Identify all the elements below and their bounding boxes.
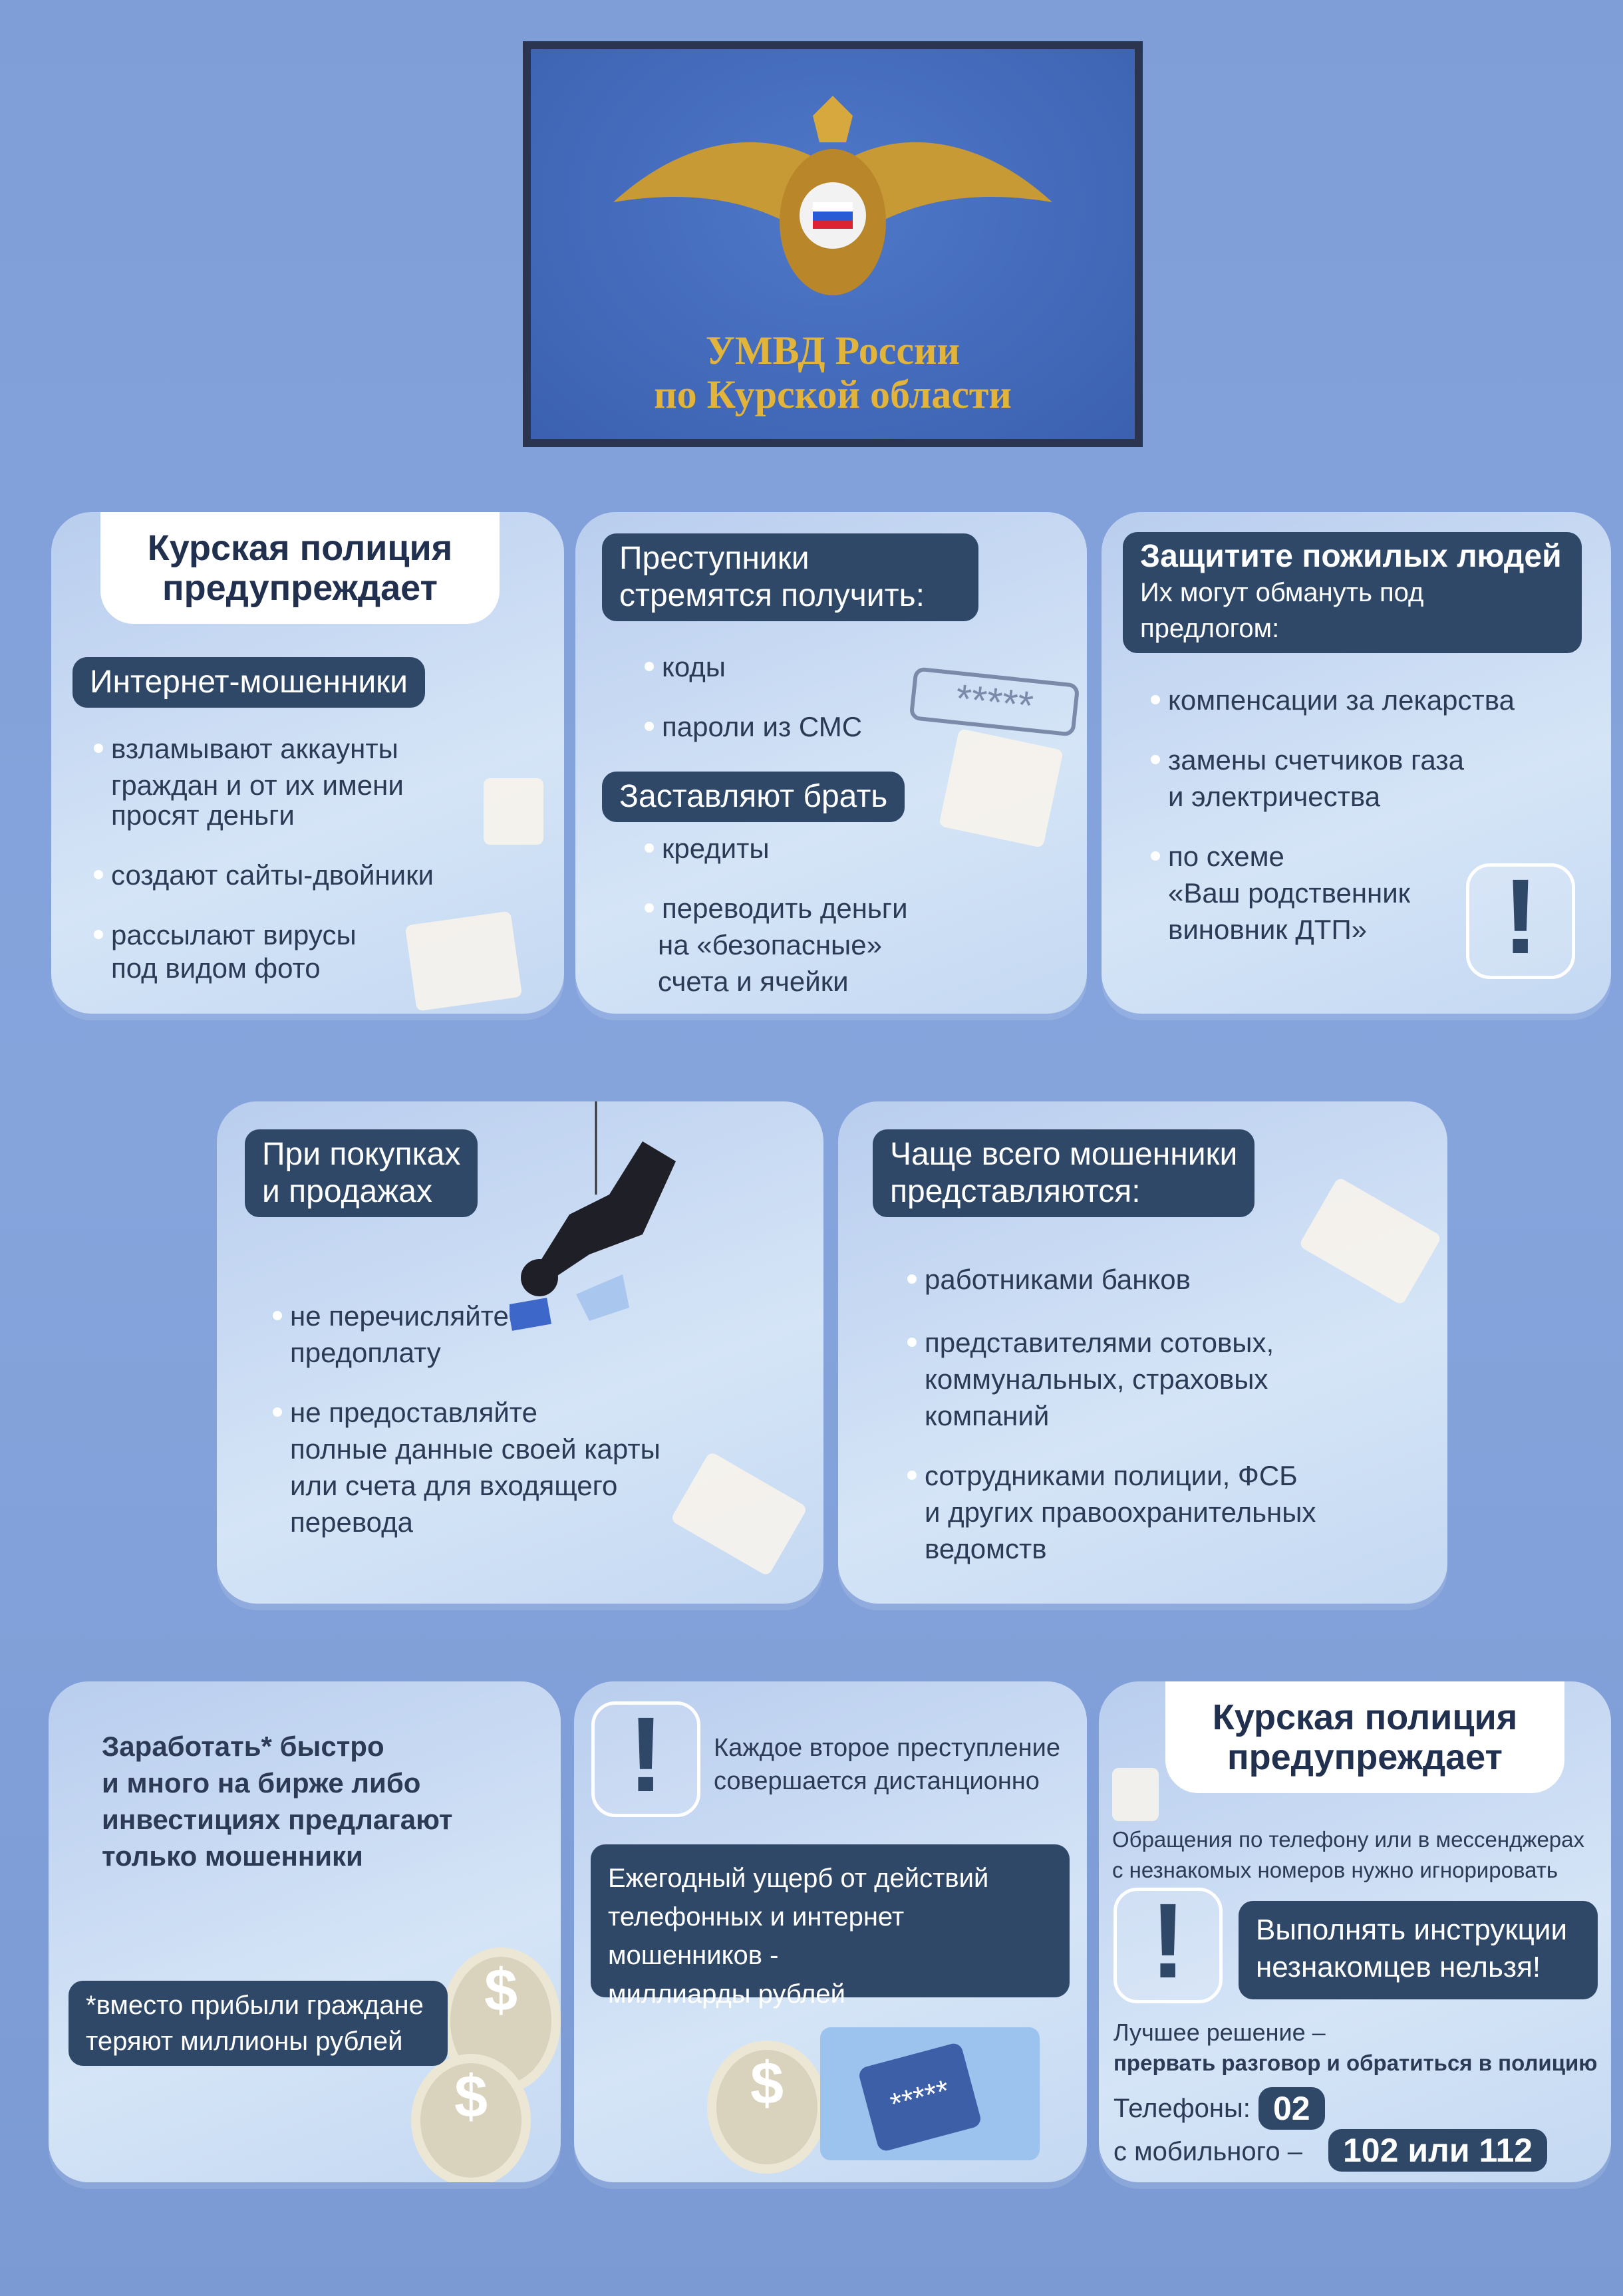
list-item: замены счетчиков газа — [1168, 742, 1464, 778]
card-title: Защитите пожилых людей — [1140, 539, 1562, 574]
card-police-warns — [1099, 1681, 1611, 2182]
pill-line: теряют миллионы рублей — [86, 2027, 403, 2056]
remote-crime-text — [714, 1731, 1060, 1798]
purchases-pill — [245, 1129, 478, 1217]
list-item-cont: счета и ячейки — [658, 966, 849, 997]
pill-line: стремятся получить: — [619, 578, 925, 613]
text-line: с незнакомых номеров нужно игнорировать — [1112, 1858, 1558, 1882]
list-item-cont: и электричества — [1168, 781, 1381, 812]
pill-line: При покупках — [262, 1137, 461, 1172]
open-padlock-icon: ***** — [857, 2042, 982, 2153]
internet-fraud-pill: Интернет-мошенники — [73, 657, 425, 708]
damage-box — [591, 1844, 1070, 2009]
list-item-cont: перевода — [290, 1507, 413, 1538]
card-criminals-want — [575, 512, 1087, 1014]
box-line: телефонных и интернет мошенников - — [608, 1902, 905, 1970]
coin-icon: $ — [441, 1947, 561, 2094]
card-investment-fraud — [49, 1681, 561, 2182]
list-item-cont: коммунальных, страховых — [925, 1363, 1268, 1395]
card-protect-elderly — [1102, 512, 1611, 1014]
pill-line: Чаще всего мошенники — [890, 1137, 1238, 1172]
list-item-cont: просят деньги — [111, 799, 295, 831]
card-purchases-sales — [217, 1101, 823, 1604]
emblem-header — [523, 41, 1143, 447]
badge-line: предупреждает — [1227, 1737, 1503, 1777]
list-item: создают сайты-двойники — [111, 857, 434, 893]
list-item: коды — [662, 648, 726, 685]
envelope-icon — [939, 728, 1064, 848]
coin-icon: $ — [707, 2041, 827, 2174]
badge-line: Курская полиция — [147, 528, 453, 568]
card-fraudster-pose-as — [838, 1101, 1447, 1604]
exclamation-icon: ! — [1466, 863, 1575, 979]
list-item-cont: или счета для входящего — [290, 1470, 618, 1501]
pill-line: *вместо прибыли граждане — [86, 1991, 424, 2020]
badge-line: Курская полиция — [1212, 1697, 1518, 1737]
list-item: переводить деньги — [662, 890, 908, 927]
list-item-cont: полные данные своей карты — [290, 1433, 661, 1465]
list-item: компенсации за лекарства — [1168, 682, 1515, 718]
list-item-cont: виновник ДТП» — [1168, 914, 1367, 945]
phones-label: Телефоны: — [1113, 2094, 1251, 2123]
list-item: пароли из СМС — [662, 708, 862, 745]
password-field-icon: ***** — [909, 666, 1080, 737]
dont-follow-pill — [1239, 1901, 1598, 1999]
text-line: Обращения по телефону или в мессенджерах — [1112, 1827, 1584, 1852]
hacker-illustration — [510, 1101, 722, 1381]
badge-line: предупреждает — [162, 568, 438, 608]
box-line: Ежегодный ущерб от действий — [608, 1864, 989, 1893]
note-pill — [69, 1981, 448, 2066]
pill-line: незнакомцев нельзя! — [1256, 1951, 1541, 1983]
padlock-icon — [484, 778, 543, 845]
list-item: сотрудниками полиции, ФСБ — [925, 1457, 1298, 1494]
list-item: работниками банков — [925, 1261, 1191, 1298]
list-item-cont: компаний — [925, 1400, 1050, 1431]
text-line: и много на бирже либо — [102, 1767, 421, 1798]
text-line: Заработать* быстро — [102, 1731, 384, 1762]
list-item-cont: и других правоохранительных — [925, 1497, 1316, 1528]
list-item-cont: «Ваш родственник — [1168, 877, 1411, 909]
police-warns-badge — [1165, 1681, 1564, 1793]
pill-line: представляются: — [890, 1174, 1141, 1209]
text-line: Лучшее решение – — [1113, 2019, 1326, 2046]
forced-to-take-pill: Заставляют брать — [602, 772, 905, 822]
list-item-cont: на «безопасные» — [658, 929, 882, 960]
best-solution-text — [1113, 2017, 1597, 2079]
list-item: представителями сотовых, — [925, 1324, 1274, 1361]
box-line: миллиарды рублей — [608, 1979, 845, 2009]
list-item: не предоставляйте — [290, 1394, 537, 1431]
folder-icon — [405, 911, 523, 1011]
exclamation-icon: ! — [591, 1701, 700, 1817]
pill-line: Преступники — [619, 541, 810, 576]
text-line: прервать разговор и обратиться в полицию — [1113, 2051, 1598, 2075]
padlock-icon — [1112, 1768, 1159, 1821]
emblem-title — [531, 329, 1135, 416]
list-item-cont: под видом фото — [111, 952, 321, 984]
list-item: по схеме — [1168, 838, 1284, 875]
text-line: инвестициях предлагают — [102, 1804, 453, 1835]
list-item-cont: ведомств — [925, 1533, 1047, 1564]
mobile-label: с мобильного – — [1113, 2137, 1302, 2166]
card-subtitle: Их могут обмануть под предлогом: — [1140, 578, 1424, 643]
criminals-pill — [602, 533, 978, 621]
phone-number-mobile: 102 или 112 — [1328, 2129, 1547, 2172]
pill-line: Выполнять инструкции — [1256, 1914, 1568, 1946]
list-item: кредиты — [662, 830, 770, 867]
title-line: УМВД России — [705, 329, 960, 372]
list-item: не перечисляйте — [290, 1298, 509, 1334]
exclamation-icon: ! — [1113, 1888, 1223, 2003]
double-headed-eagle-logo — [613, 89, 1052, 329]
pill-line: и продажах — [262, 1174, 432, 1209]
ignore-calls-text — [1112, 1824, 1584, 1886]
list-item-cont: предоплату — [290, 1337, 441, 1368]
protect-elderly-pill — [1123, 532, 1582, 653]
text-line: совершается дистанционно — [714, 1767, 1040, 1795]
title-line: по Курской области — [654, 372, 1012, 416]
text-line: только мошенники — [102, 1840, 363, 1872]
card-internet-fraud — [51, 512, 564, 1014]
card-remote-crime — [574, 1681, 1087, 2182]
invest-text — [102, 1728, 453, 1874]
bank-card-icon — [670, 1451, 808, 1577]
police-warns-badge — [100, 512, 500, 624]
list-item: рассылают вирусы — [111, 917, 357, 953]
list-item: взламывают аккаунты — [111, 730, 398, 767]
text-line: Каждое второе преступление — [714, 1734, 1061, 1762]
bank-card-icon — [1298, 1177, 1442, 1306]
pose-as-pill — [873, 1129, 1254, 1217]
list-item-cont: граждан и от их имени — [111, 770, 404, 801]
phone-number-02: 02 — [1258, 2087, 1325, 2130]
coin-icon: $ — [411, 2054, 531, 2182]
